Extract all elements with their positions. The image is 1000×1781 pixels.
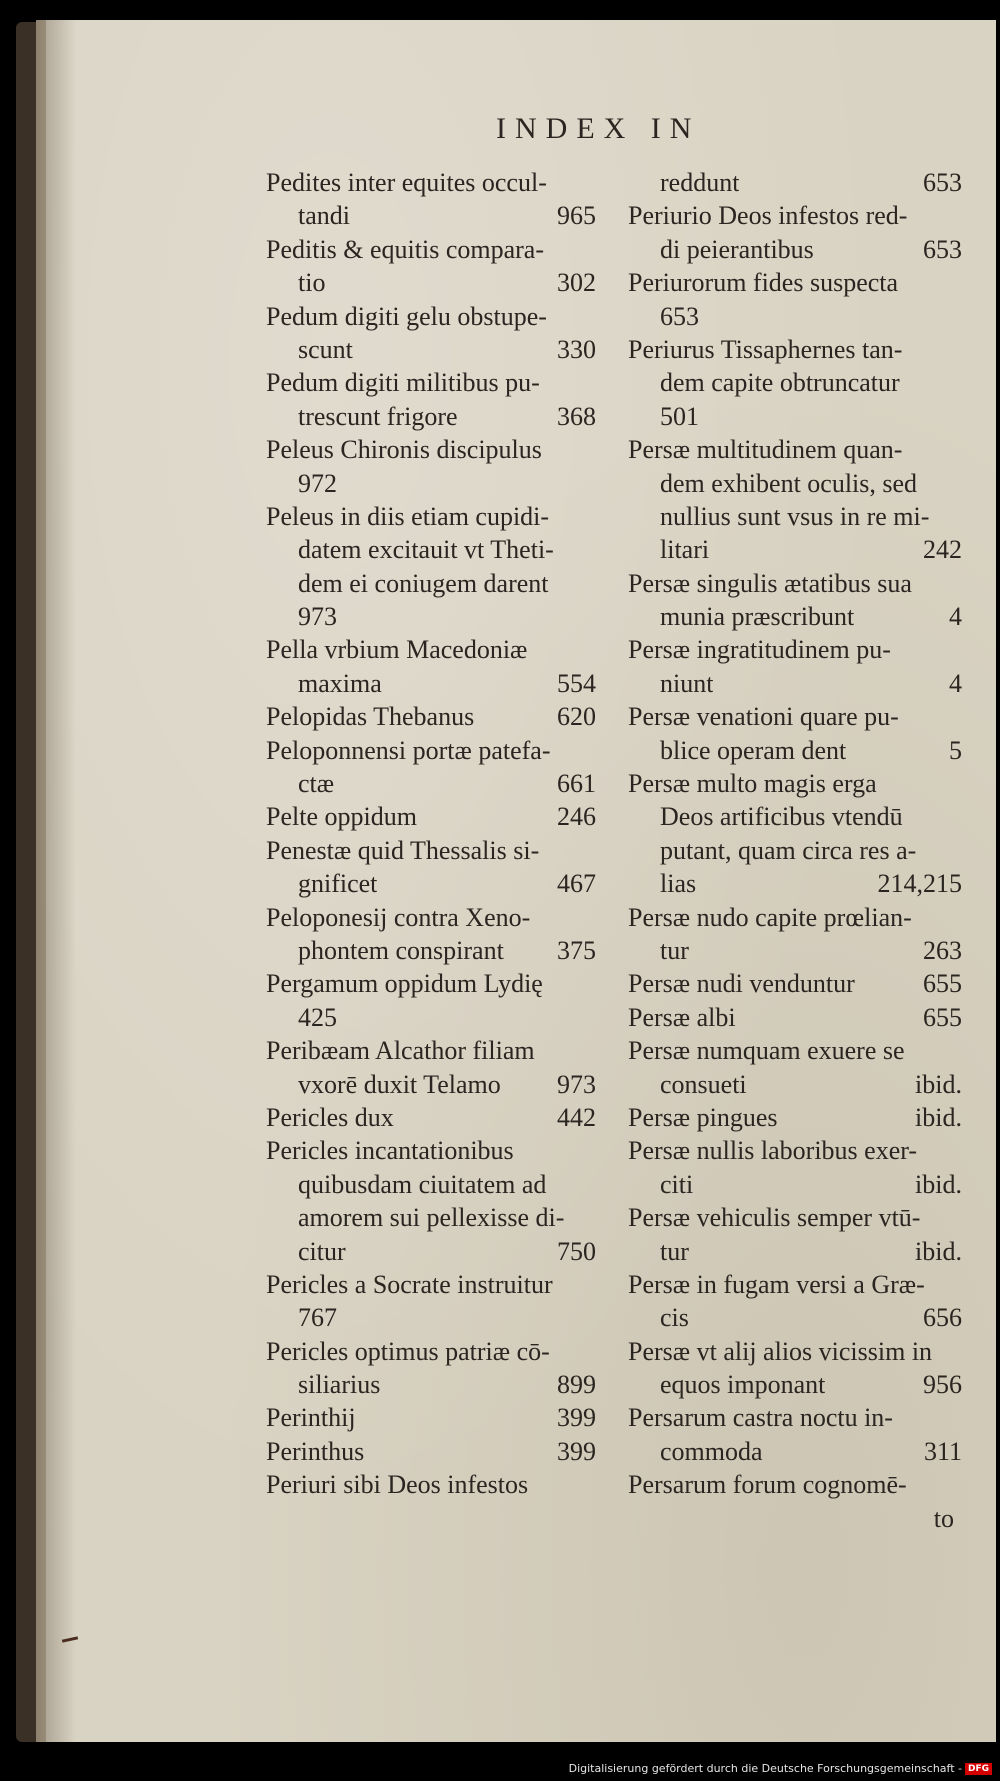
index-term: Pericles a Socrate instruitur xyxy=(266,1269,553,1299)
index-line xyxy=(628,1068,962,1101)
index-term: amorem sui pellexisse di- xyxy=(298,1203,565,1233)
index-line xyxy=(266,500,596,533)
page-reference: ibid. xyxy=(915,1169,962,1199)
index-line xyxy=(266,667,596,700)
page-reference xyxy=(954,500,962,533)
index-term: quibusdam ciuitatem ad xyxy=(298,1169,547,1199)
index-line xyxy=(628,433,962,466)
index-line xyxy=(266,633,596,666)
page-reference xyxy=(588,1268,596,1301)
index-term: datem excitauit vt Theti- xyxy=(298,535,554,565)
index-term: siliarius xyxy=(298,1370,381,1400)
index-term: Peloponnensi portæ patefa- xyxy=(266,735,551,765)
index-term: litari xyxy=(660,535,710,565)
page-reference xyxy=(588,1168,596,1201)
index-line xyxy=(266,1235,596,1268)
index-line xyxy=(628,1468,962,1501)
index-line xyxy=(266,1301,596,1334)
page-reference xyxy=(954,266,962,299)
page-reference: 655 xyxy=(923,969,962,999)
index-line xyxy=(266,266,596,299)
index-line xyxy=(628,800,962,833)
index-line xyxy=(628,233,962,266)
page-reference: 956 xyxy=(923,1370,962,1400)
index-line xyxy=(266,400,596,433)
index-line xyxy=(266,567,596,600)
running-header: INDEX IN xyxy=(496,112,701,145)
index-term: Persæ albi xyxy=(628,1002,736,1032)
index-line xyxy=(266,800,596,833)
index-line xyxy=(266,1468,596,1501)
page-reference: 554 xyxy=(557,668,596,698)
index-term: Persæ in fugam versi a Græ- xyxy=(628,1269,925,1299)
index-term: Peditis & equitis compara- xyxy=(266,234,545,264)
page-reference xyxy=(588,366,596,399)
index-term: 973 xyxy=(298,602,337,632)
page-reference xyxy=(588,533,596,566)
index-line xyxy=(266,1101,596,1134)
page-reference xyxy=(954,300,962,333)
page-reference xyxy=(588,433,596,466)
index-line xyxy=(266,1435,596,1468)
index-line xyxy=(266,767,596,800)
page-reference: 214,215 xyxy=(877,869,962,899)
index-line xyxy=(628,467,962,500)
page-reference xyxy=(588,1001,596,1034)
index-term: Penestæ quid Thessalis si- xyxy=(266,835,540,865)
index-line xyxy=(266,166,596,199)
page-reference xyxy=(588,500,596,533)
page-reference xyxy=(954,1468,962,1501)
page-reference: 467 xyxy=(557,869,596,899)
index-line xyxy=(628,1502,962,1535)
index-term: ctæ xyxy=(298,769,335,799)
page-reference xyxy=(954,467,962,500)
page-reference: ibid. xyxy=(915,1069,962,1099)
page-reference xyxy=(588,600,596,633)
index-line xyxy=(266,734,596,767)
index-term: Periuri sibi Deos infestos xyxy=(266,1470,529,1500)
index-line xyxy=(266,934,596,967)
index-line xyxy=(266,1168,596,1201)
page-reference: 653 xyxy=(923,234,962,264)
index-line xyxy=(266,433,596,466)
index-term: di peierantibus xyxy=(660,234,814,264)
index-term: 767 xyxy=(298,1303,337,1333)
index-line xyxy=(628,400,962,433)
index-term: maxima xyxy=(298,668,382,698)
index-line xyxy=(628,700,962,733)
index-term: munia præscribunt xyxy=(660,602,855,632)
index-term: Persarum forum cognomē- xyxy=(628,1470,907,1500)
index-term: Persæ singulis ætatibus sua xyxy=(628,568,912,598)
page-reference xyxy=(588,834,596,867)
index-term: tur xyxy=(660,1236,689,1266)
index-line xyxy=(266,1068,596,1101)
page-reference xyxy=(588,967,596,1000)
page-reference xyxy=(954,633,962,666)
index-line xyxy=(266,1001,596,1034)
index-line xyxy=(266,901,596,934)
index-term: vxorē duxit Telamo xyxy=(298,1069,501,1099)
index-line xyxy=(628,366,962,399)
index-term: Pelopidas Thebanus xyxy=(266,702,475,732)
page-reference xyxy=(588,233,596,266)
page-reference: 302 xyxy=(557,268,596,298)
index-term: trescunt frigore xyxy=(298,401,458,431)
page-reference: 620 xyxy=(557,702,596,732)
page-reference xyxy=(954,433,962,466)
index-term: Persæ multitudinem quan- xyxy=(628,435,903,465)
page-reference: 661 xyxy=(557,769,596,799)
index-term: Pericles dux xyxy=(266,1102,394,1132)
index-line xyxy=(628,867,962,900)
page-reference xyxy=(954,1134,962,1167)
page-reference xyxy=(954,1034,962,1067)
index-term: Perinthij xyxy=(266,1403,356,1433)
index-term: Pelte oppidum xyxy=(266,802,417,832)
index-line xyxy=(628,767,962,800)
index-term: Periurus Tissaphernes tan- xyxy=(628,334,903,364)
page-reference xyxy=(588,1201,596,1234)
index-term: Persæ pingues xyxy=(628,1102,778,1132)
index-term: citi xyxy=(660,1169,694,1199)
index-term: Persæ nudi venduntur xyxy=(628,969,855,999)
index-line xyxy=(266,600,596,633)
index-term: cis xyxy=(660,1303,689,1333)
index-term: Pericles incantationibus xyxy=(266,1136,514,1166)
index-line xyxy=(628,199,962,232)
index-term: putant, quam circa res a- xyxy=(660,835,917,865)
page-reference xyxy=(954,800,962,833)
page-reference xyxy=(954,199,962,232)
index-term: commoda xyxy=(660,1436,763,1466)
index-term: 501 xyxy=(660,401,699,431)
index-term: Persæ vehiculis semper vtū- xyxy=(628,1203,921,1233)
index-term: 653 xyxy=(660,301,699,331)
index-line xyxy=(628,567,962,600)
index-term: consueti xyxy=(660,1069,747,1099)
page-reference: 311 xyxy=(923,1436,962,1466)
page-reference: ibid. xyxy=(915,1102,962,1132)
page-reference: 973 xyxy=(557,1069,596,1099)
page-reference: 656 xyxy=(923,1303,962,1333)
page-reference: 246 xyxy=(557,802,596,832)
page-reference: 368 xyxy=(557,401,596,431)
index-line xyxy=(628,1101,962,1134)
page-reference xyxy=(954,366,962,399)
index-line xyxy=(628,834,962,867)
page-reference xyxy=(954,400,962,433)
index-line xyxy=(628,1201,962,1234)
index-line xyxy=(628,967,962,1000)
index-line xyxy=(628,1134,962,1167)
index-line xyxy=(628,667,962,700)
page-reference: 263 xyxy=(923,935,962,965)
index-term: tio xyxy=(298,268,326,298)
index-term: Persæ vt alij alios vicissim in xyxy=(628,1336,933,1366)
index-term: 972 xyxy=(298,468,337,498)
page-reference xyxy=(588,1335,596,1368)
index-line xyxy=(266,1368,596,1401)
index-line xyxy=(628,633,962,666)
index-term: 425 xyxy=(298,1002,337,1032)
index-line xyxy=(628,1168,962,1201)
page-reference xyxy=(588,1301,596,1334)
page-reference: 375 xyxy=(557,935,596,965)
page-reference: 4 xyxy=(949,602,962,632)
index-line xyxy=(628,266,962,299)
page-reference: 330 xyxy=(557,334,596,364)
page-reference xyxy=(954,700,962,733)
page-reference xyxy=(588,1134,596,1167)
page-reference xyxy=(954,1201,962,1234)
index-term: Pergamum oppidum Lydię xyxy=(266,969,543,999)
index-column-left xyxy=(266,166,596,1502)
index-line xyxy=(628,300,962,333)
index-line xyxy=(628,1001,962,1034)
index-line xyxy=(266,834,596,867)
index-term: niunt xyxy=(660,668,714,698)
page-reference: ibid. xyxy=(915,1236,962,1266)
index-line xyxy=(628,1034,962,1067)
gutter-shadow xyxy=(36,20,76,1742)
index-line xyxy=(628,1435,962,1468)
index-column-right xyxy=(628,166,962,1535)
index-line xyxy=(266,1134,596,1167)
page-reference xyxy=(588,633,596,666)
page-reference: 965 xyxy=(557,201,596,231)
index-term: Periurio Deos infestos red- xyxy=(628,201,908,231)
page-reference xyxy=(954,901,962,934)
index-term: Persæ nullis laboribus exer- xyxy=(628,1136,918,1166)
index-line xyxy=(628,934,962,967)
page-reference xyxy=(588,300,596,333)
index-term: Persæ multo magis erga xyxy=(628,769,877,799)
index-term: Persæ nudo capite prœlian- xyxy=(628,902,912,932)
index-term: reddunt xyxy=(660,168,740,197)
index-term: Peribæam Alcathor filiam xyxy=(266,1036,535,1066)
page-reference xyxy=(588,166,596,199)
index-term: nullius sunt vsus in re mi- xyxy=(660,501,930,531)
index-line xyxy=(628,1268,962,1301)
index-term: phontem conspirant xyxy=(298,935,504,965)
index-line xyxy=(266,967,596,1000)
page-reference xyxy=(954,834,962,867)
index-line xyxy=(628,901,962,934)
index-line xyxy=(266,333,596,366)
index-line xyxy=(266,700,596,733)
index-term: tur xyxy=(660,935,689,965)
index-term: Pedum digiti gelu obstupe- xyxy=(266,301,547,331)
index-line xyxy=(628,734,962,767)
page-reference: 399 xyxy=(557,1436,596,1466)
index-line xyxy=(266,1335,596,1368)
index-term: Persarum castra noctu in- xyxy=(628,1403,893,1433)
page-reference: 5 xyxy=(949,735,962,765)
index-term: Pedum digiti militibus pu- xyxy=(266,368,540,398)
digitization-footer xyxy=(569,1762,992,1775)
index-term: Peleus Chironis discipulus xyxy=(266,435,542,465)
index-line xyxy=(628,533,962,566)
index-line xyxy=(266,233,596,266)
index-term: Peleus in diis etiam cupidi- xyxy=(266,501,550,531)
page-reference xyxy=(954,767,962,800)
index-term: dem ei coniugem darent xyxy=(298,568,549,598)
page-reference xyxy=(954,333,962,366)
index-line xyxy=(628,1368,962,1401)
index-line xyxy=(628,1235,962,1268)
footer-text: Digitalisierung gefördert durch die Deutsche Forschungsgemeinschaft - xyxy=(568,1762,962,1775)
index-term: equos imponant xyxy=(660,1370,826,1400)
index-line xyxy=(266,1201,596,1234)
index-term: blice operam dent xyxy=(660,735,847,765)
index-line xyxy=(628,1401,962,1434)
page-reference xyxy=(954,567,962,600)
page-reference: 399 xyxy=(557,1403,596,1433)
page-reference xyxy=(588,1034,596,1067)
index-line xyxy=(628,1335,962,1368)
index-term: lias xyxy=(660,869,697,899)
index-term: Persæ numquam exuere se xyxy=(628,1036,905,1066)
index-line xyxy=(266,467,596,500)
index-line xyxy=(266,1268,596,1301)
page-reference: 4 xyxy=(949,668,962,698)
page-reference xyxy=(588,1468,596,1501)
index-line xyxy=(628,166,962,199)
page-reference: 242 xyxy=(923,535,962,565)
index-term: dem capite obtruncatur xyxy=(660,368,900,398)
index-line xyxy=(628,600,962,633)
index-term: scunt xyxy=(298,334,353,364)
index-term: to xyxy=(933,1503,954,1533)
index-term: Periurorum fides suspecta xyxy=(628,268,899,298)
page-reference xyxy=(954,1268,962,1301)
page-reference xyxy=(588,901,596,934)
page-reference xyxy=(954,1335,962,1368)
page-reference: 899 xyxy=(557,1370,596,1400)
index-term: Persæ venationi quare pu- xyxy=(628,702,899,732)
index-line xyxy=(266,199,596,232)
index-line xyxy=(628,1301,962,1334)
index-term: dem exhibent oculis, sed xyxy=(660,468,918,498)
page-reference: 655 xyxy=(923,1002,962,1032)
index-line xyxy=(628,333,962,366)
page-reference: 653 xyxy=(923,168,962,197)
page-reference: 442 xyxy=(557,1102,596,1132)
index-term: Persæ ingratitudinem pu- xyxy=(628,635,891,665)
index-line xyxy=(628,500,962,533)
index-term: tandi xyxy=(298,201,350,231)
page-reference xyxy=(954,1401,962,1434)
index-term: Pella vrbium Macedoniæ xyxy=(266,635,528,665)
index-term: gnificet xyxy=(298,869,378,899)
index-term: Pericles optimus patriæ cō- xyxy=(266,1336,550,1366)
index-term: citur xyxy=(298,1236,346,1266)
index-term: Deos artificibus vtendū xyxy=(660,802,903,832)
page-reference xyxy=(954,1502,962,1535)
page-reference xyxy=(588,567,596,600)
index-line xyxy=(266,867,596,900)
page-reference xyxy=(588,734,596,767)
index-line xyxy=(266,366,596,399)
index-term: Perinthus xyxy=(266,1436,365,1466)
index-line xyxy=(266,1034,596,1067)
index-line xyxy=(266,1401,596,1434)
index-line xyxy=(266,533,596,566)
index-term: Pedites inter equites occul- xyxy=(266,168,547,197)
index-line xyxy=(266,300,596,333)
dfg-logo: DFG xyxy=(965,1763,992,1775)
page-reference xyxy=(588,467,596,500)
page-reference: 750 xyxy=(557,1236,596,1266)
index-term: Peloponesij contra Xeno- xyxy=(266,902,531,932)
